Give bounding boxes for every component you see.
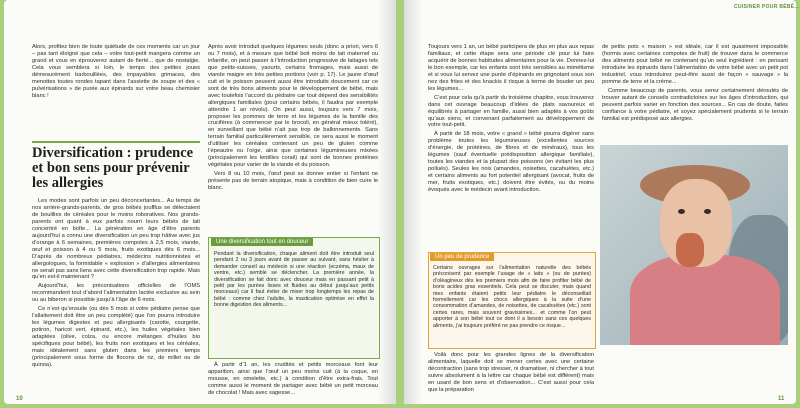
info-box-paragraph: Pendant la diversification, chaque aliment doit être introduit seul pendant 2 ou 3 jours avant de passer au suivant, sans hésiter à demander conseil au médecin si une réaction (eczéma, maux de ventre, etc.) semble se déclencher. La première année, la diversification se fait donc avec douceur mais en passant petit à petit par les purées lisses et fluides au début jusqu’aux petits morceaux) car il faut éviter de mixer trop longtemps les repas de bébé : comme chez l’adulte, la mastication optimise en effet la bonne digestion des aliments... <box>214 251 374 309</box>
paragraph: Comme beaucoup de parents, vous serez certainement déroutés de trouver autant de conseils contradictoires sur les âges d’introduction, qui peuvent parfois varier en fonction des sources... En cas de doute, faites confiance à votre pédiatre, et soyez spécialement prudents si le terrain familial est prédisposé aux allergies. <box>602 87 788 122</box>
page-number-left: 10 <box>16 396 23 402</box>
gutter-shadow <box>378 0 396 404</box>
page-number-right: 11 <box>778 396 785 402</box>
heading-rule <box>32 141 200 143</box>
baby-eating-photo <box>600 145 788 345</box>
paragraph: Toujours vers 1 an, un bébé participera de plus en plus aux repas familiaux, et cette étape sera une période clé pour lui faire acquérir de bonnes habitudes alimentaires pour la vie. Donnez-lui le bon exemple, car les enfants sont très sensibles au mimétisme et si vous lui servez une purée d’épinards en grignotant sous son nez des frites et des knackis il risque à terme de bouder un peu les légumes... <box>428 44 594 92</box>
paragraph: Ce n’est qu’ensuite (ou dès 5 mois si votre pédiatre pense que l’allaitement doit être un peu complété) que l’on pourra introduire les légumes digestes et peu allergisants (carotte, courgette, potiron, haricot vert, épinard, etc.), les huiles végétales bien adaptées (olive, colza, ou encore mélanges d’huiles bio spécifiques pour bébé), les fruits non exotiques et les céréales, mais idéalement sans gluten dans les premiers temps (principalement sous forme de flocons de riz, de millet ou de quinoa). <box>32 306 200 368</box>
left-column-1 <box>32 198 200 371</box>
info-box-text <box>214 251 374 311</box>
paragraph: À partir d’1 an, les crudités et petits morceaux font leur apparition, ainsi que l’œuf un peu moins cuit (à la coque, en mousse, en omelette, etc.) à condition d’être extra-frais. Tout comme aussi le moment de partager avec bébé un petit morceau de chocolat ! Mais avec sagesse... <box>208 362 378 396</box>
left-column-2-end <box>208 362 378 399</box>
gutter-shadow <box>404 0 422 404</box>
paragraph: À partir de 18 mois, votre « grand » bébé pourra digérer sans problème toutes les légumineuses (excellentes sources d’énergie, de protéines, de fibres et de minéraux), tous les légumes (sauf éventuelle prédisposition allergique familiale), toutes les viandes et la plupart des poissons (en évitant les plus pollués). Seules les noix (amandes, noisettes, cacahuètes, etc.) et certains aliments au fort potentiel allergisant (avocat, fruits de mer, fruits exotiques, etc.) doivent être évités, ou du moins évoqués avec le médecin avant introduction. <box>428 131 594 194</box>
right-column-1 <box>428 44 594 196</box>
paragraph: Aujourd’hui, les préconisations officielles de l’OMS recommandent tout d’abord l’alimentation lactée exclusive au sein ou au biberon si possible jusqu’à l’âge de 6 mois. <box>32 283 200 304</box>
section-heading: Diversification : prudence et bon sens pour prévenir les allergies <box>32 145 194 191</box>
info-box-title: Un peu de prudence <box>430 253 494 261</box>
paragraph: C’est pour cela qu’à partir du troisième chapitre, vous trouverez dans cet ouvrage beaucoup d’idées de plats savoureux et équilibrés à partager en famille, aussi bien adaptés à vos goûts qu’aux siens, et convenant parfaitement au développement de votre tout-petit. <box>428 94 594 129</box>
left-column-2 <box>208 44 378 194</box>
paragraph: Les modes sont parfois un peu déconcertantes... Au temps de nos arrière-grands-parents, de gros bébés joufflus se délectaient de bouillies de céréales pour le moins roboratives. Nos grands-parents ont quant à eux parfois nourri leurs bébés de lait concentré en boîte... La génération en âge d’être parents aujourd’hui a connu une diversification un peu trop hâtive avec jus d’orange à 6 semaines, premières compotes à 2,5 mois, viande, œuf et poisson à 4 ou 5 mois, fruits exotiques dès 6 mois... D’après de nombreux pédiatres, médecins nutritionnistes et allergologues, la formidable « explosion » d’allergies alimentaires ne serait pas sans liens avec cette diversification trop rapide. Mais qu’en est-il maintenant ? <box>32 198 200 281</box>
running-header: CUISINER POUR BÉBÉ... <box>734 4 800 10</box>
right-column-2 <box>602 44 788 124</box>
intro-paragraph: Alors, profitez bien de toute quiétude de ces moments car un jour – pas tant éloigné que cela – votre tout-petit mangera comme un grand et vous en éprouverez autant de fierté... que de nostalgie. Cela vous semblera si loin, le temps des petites joues démesurément barbouillées, des impayables grimaces, des menottes toutes rondes tapant dans l’assiette de soupe et des « pulvérisations » de purée aux épinards sur votre beau chemisier blanc ! <box>32 44 200 99</box>
paragraph: de petits pots « maison » est idéale, car il est quasiment impossible (hormis avec certaines compotes de fruit) de trouver dans le commerce des aliments pour bébé ne contenant qu’un seul ingrédient : en pensant introduire les épinards dans l’alimentation de votre bébé avec un petit pot industriel, vous introduirez peut-être aussi de façon « sauvage » la pomme de terre et la crème... <box>602 44 788 85</box>
info-box-text <box>433 265 591 331</box>
paragraph: Voilà donc pour les grandes lignes de la diversification alimentaire, laquelle doit se mener certes avec une certaine décontraction (sans trop stresser, ni dramatiser, ni chercher à tout suivre absolument à la lettre car chaque bébé est différent) mais en usant de bon sens et d’observation... C’est aussi pour cela que la préparation <box>428 352 594 393</box>
paragraph: Après avoir introduit quelques légumes seuls (donc a priori, vers 6 ou 7 mois), et à mesure que bébé boit moins de lait maternel ou infantile, on peut passer à l’introduction progressive de laitages tels que petits-suisses, yaourts, certains fromages, mais aussi de viande maigre en très petites portions (voir p. 17). Le jaune d’œuf cuit et le poisson peuvent aussi être introduits doucement car ce sont de très bons aliments pour le développement de bébé, mais avec toutefois l’accord du pédiatre car tout dépend des sensibilités allergiques familiales (pour certains bébés, il faudra par exemple attendre 1 an révolu). On peut aussi, toujours vers 7 mois, proposer les pommes de terre et les légumes de la famille des crucifères (à commencer par le brocoli, en général mieux toléré), en surveillant que bébé n’ait pas trop de ballonnements. Sans terrain familial particulièrement sensible, ce sera aussi le moment d’utiliser les céréales contenant un peu de gluten comme l’épeautre ou l’orge, ainsi que certaines légumineuses mixées (principalement les lentilles corail) qui sont de bonnes protéines végétales pour varier de la viande et du poisson. <box>208 44 378 169</box>
left-intro <box>32 44 200 102</box>
info-box-paragraph: Certains ouvrages sur l’alimentation naturelle des bébés préconisent par exemple l’usage de « laits » (ou de purées) d’oléagineux dès les premiers mois afin de faire profiter bébé de bons acides gras essentiels. Cela peut se discuter, mais quand mes enfants étaient petits leur pédiatre le déconseillait formellement car les chocs allergiques à la suite d’une consommation d’amandes, de noisettes, de cacahuètes (etc.) sont certes rares, mais souvent gravissimes... et comme l’on peut apporter à son bébé tout ce dont il a besoin sans ces quelques aliments, j’ai toujours préféré ne pas prendre ce risque... <box>433 265 591 329</box>
right-column-1-end <box>428 352 594 396</box>
paragraph: Vers 8 ou 10 mois, l’œuf peut se donner entier si l’enfant ne présente pas de terrain atopique, mais à condition de bien cuire le blanc. <box>208 171 378 192</box>
info-box-title: Une diversification tout en douceur <box>211 238 313 246</box>
